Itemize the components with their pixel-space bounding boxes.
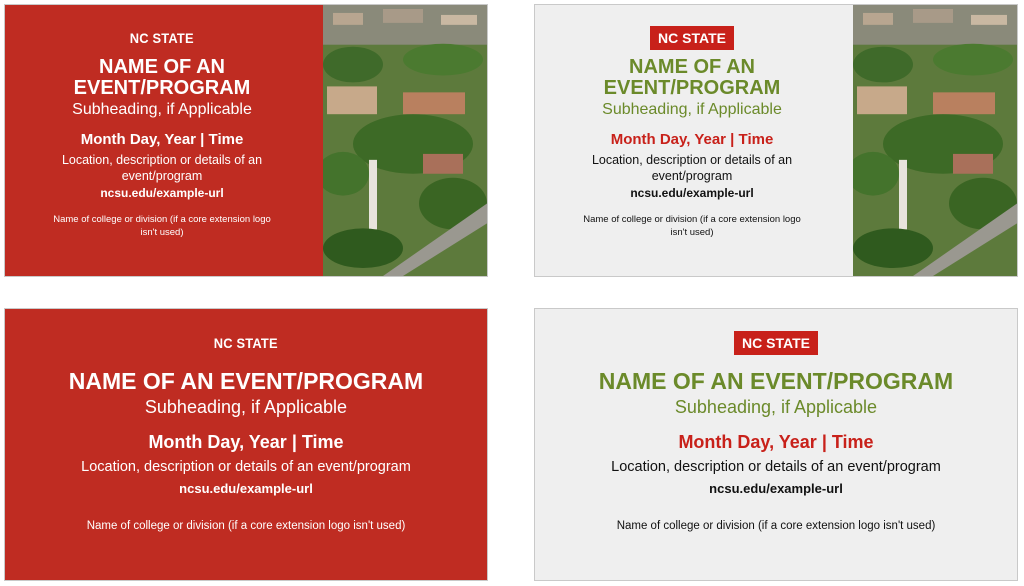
event-date: Month Day, Year | Time xyxy=(80,131,244,148)
event-card-red-full xyxy=(4,308,488,581)
event-url: ncsu.edu/example-url xyxy=(709,481,843,497)
event-location: Location, description or details of an event/program xyxy=(81,459,411,476)
event-url: ncsu.edu/example-url xyxy=(100,186,224,201)
event-date: Month Day, Year | Time xyxy=(148,432,344,453)
event-subheading: Subheading, if Applicable xyxy=(72,101,252,118)
event-title: NAME OF AN EVENT/PROGRAM xyxy=(598,368,954,394)
event-date: Month Day, Year | Time xyxy=(610,131,774,148)
college-name: Name of college or division (if a core extension logo isn't used) xyxy=(86,520,406,533)
event-card-gray-photo xyxy=(534,4,1018,277)
event-url: ncsu.edu/example-url xyxy=(179,481,313,497)
card-content xyxy=(535,309,1017,580)
event-title: NAME OF AN EVENT/PROGRAM xyxy=(603,56,781,99)
nc-state-logo: NC STATE xyxy=(734,331,818,355)
college-name: Name of college or division (if a core extension logo isn't used) xyxy=(616,520,936,533)
event-card-gray-full xyxy=(534,308,1018,581)
nc-state-logo: NC STATE xyxy=(214,335,278,351)
event-location: Location, description or details of an event/program xyxy=(591,153,793,183)
campus-aerial-photo xyxy=(323,5,487,276)
event-subheading: Subheading, if Applicable xyxy=(602,101,782,118)
event-subheading: Subheading, if Applicable xyxy=(144,397,348,418)
event-title: NAME OF AN EVENT/PROGRAM xyxy=(68,368,424,394)
card-content xyxy=(535,5,849,276)
event-date: Month Day, Year | Time xyxy=(678,432,874,453)
event-subheading: Subheading, if Applicable xyxy=(674,397,878,418)
card-content xyxy=(5,309,487,580)
event-card-red-photo xyxy=(4,4,488,277)
campus-aerial-photo xyxy=(853,5,1017,276)
event-title: NAME OF AN EVENT/PROGRAM xyxy=(73,56,251,99)
nc-state-logo: NC STATE xyxy=(650,27,734,49)
card-content xyxy=(5,5,319,276)
college-name: Name of college or division (if a core extension logo isn't used) xyxy=(583,214,801,238)
nc-state-logo: NC STATE xyxy=(130,30,194,46)
event-url: ncsu.edu/example-url xyxy=(630,186,754,201)
event-location: Location, description or details of an event/program xyxy=(61,153,263,183)
event-location: Location, description or details of an event/program xyxy=(611,459,941,476)
college-name: Name of college or division (if a core extension logo isn't used) xyxy=(53,214,271,238)
